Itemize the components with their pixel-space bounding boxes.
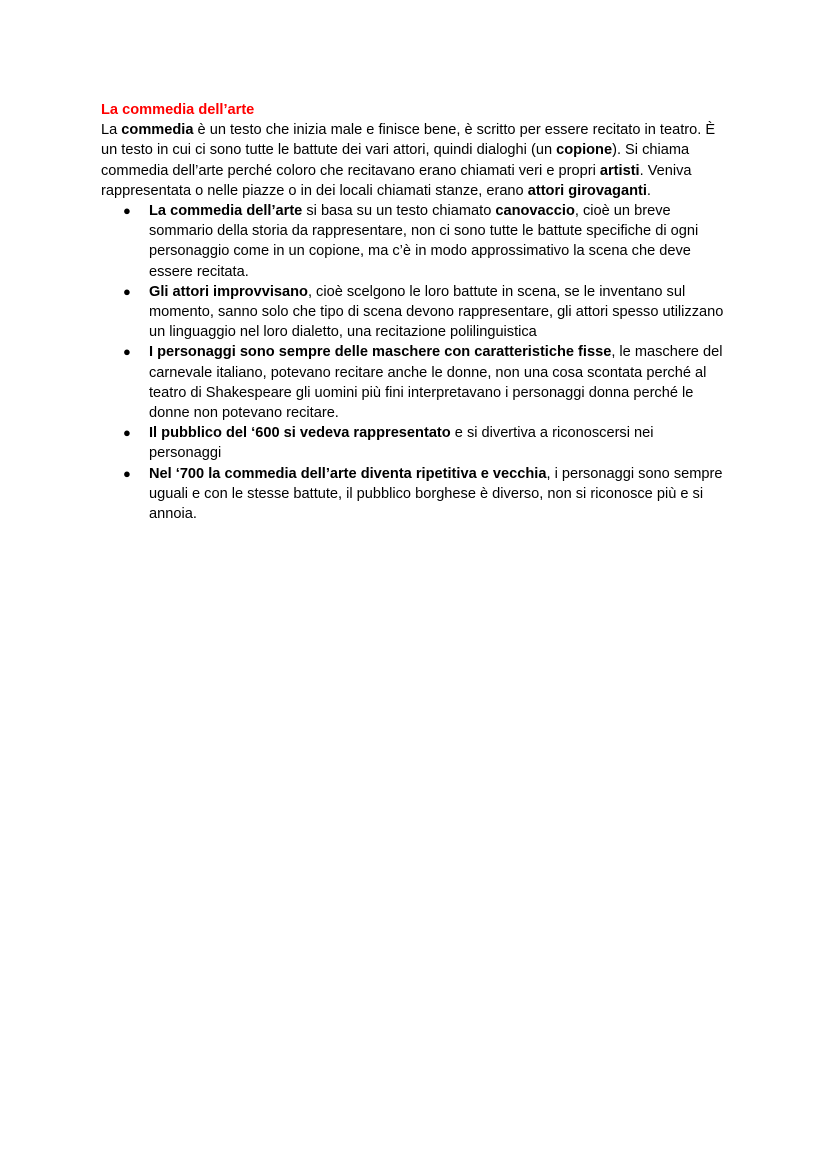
item-run-bold: I personaggi sono sempre delle maschere con caratteristiche fisse [149, 344, 612, 361]
intro-run: è un testo che inizia male e finisce bene, è scritto per essere recitato in teatro. È un testo in cui ci sono tutte le battute dei vari attori, quindi dialoghi (un [101, 122, 716, 159]
item-run-bold: Il pubblico del ‘600 si vedeva rappresentato [149, 425, 451, 442]
list-item [101, 342, 727, 423]
item-run: si basa su un testo chiamato [302, 203, 496, 220]
list-item [101, 201, 727, 282]
item-run-bold: Gli attori improvvisano [149, 283, 308, 300]
list-item [101, 282, 727, 343]
document-page [101, 100, 727, 524]
item-run: , le maschere del carnevale italiano, potevano recitare anche le donne, non una cosa scontata perché al teatro di Shakespeare gli uomini più fini interpretavano i personaggi donna perché le donne non potevano recitare. [149, 344, 723, 422]
bullet-list [101, 201, 727, 524]
item-run-bold: La commedia dell’arte [149, 203, 303, 220]
intro-run: La [101, 122, 122, 139]
document-title: La commedia dell’arte [101, 102, 255, 118]
item-run: , cioè scelgono le loro battute in scena, se le inventano sul momento, sanno solo che tipo di scena devono rappresentare, gli attori spesso utilizzano un linguaggio nel loro dialetto, una recitazione polilinguistica [149, 283, 724, 341]
intro-run-bold: attori girovaganti [527, 182, 647, 199]
intro-run: ). Si chiama commedia dell’arte perché coloro che recitavano erano chiamati veri e propri [101, 142, 690, 179]
bullet-dot-icon: ● [123, 465, 131, 481]
intro-paragraph [101, 120, 727, 201]
bullet-dot-icon: ● [123, 203, 131, 219]
intro-run-bold: copione [556, 142, 613, 159]
intro-run-bold: commedia [121, 122, 194, 139]
list-item [101, 464, 727, 525]
intro-run-bold: artisti [599, 162, 640, 179]
bullet-dot-icon: ● [123, 425, 131, 441]
item-run-bold: Nel ‘700 la commedia dell’arte diventa ripetitiva e vecchia [149, 465, 547, 482]
item-run: e si divertiva a riconoscersi nei personaggi [149, 425, 654, 462]
intro-run: . [646, 182, 651, 199]
item-run: , i personaggi sono sempre uguali e con le stesse battute, il pubblico borghese è diverso, non si riconosce più e si annoia. [149, 465, 723, 523]
intro-run: . Veniva rappresentata o nelle piazze o in dei locali chiamati stanze, erano [101, 162, 692, 199]
bullet-dot-icon: ● [123, 283, 131, 299]
item-run: , cioè un breve sommario della storia da rappresentare, non ci sono tutte le battute specifiche di ogni personaggio come in un copione, ma c’è in modo approssimativo la scena che deve essere recitata. [149, 203, 699, 280]
bullet-dot-icon: ● [123, 344, 131, 360]
list-item [101, 423, 727, 463]
item-run-bold: canovaccio [495, 203, 575, 220]
